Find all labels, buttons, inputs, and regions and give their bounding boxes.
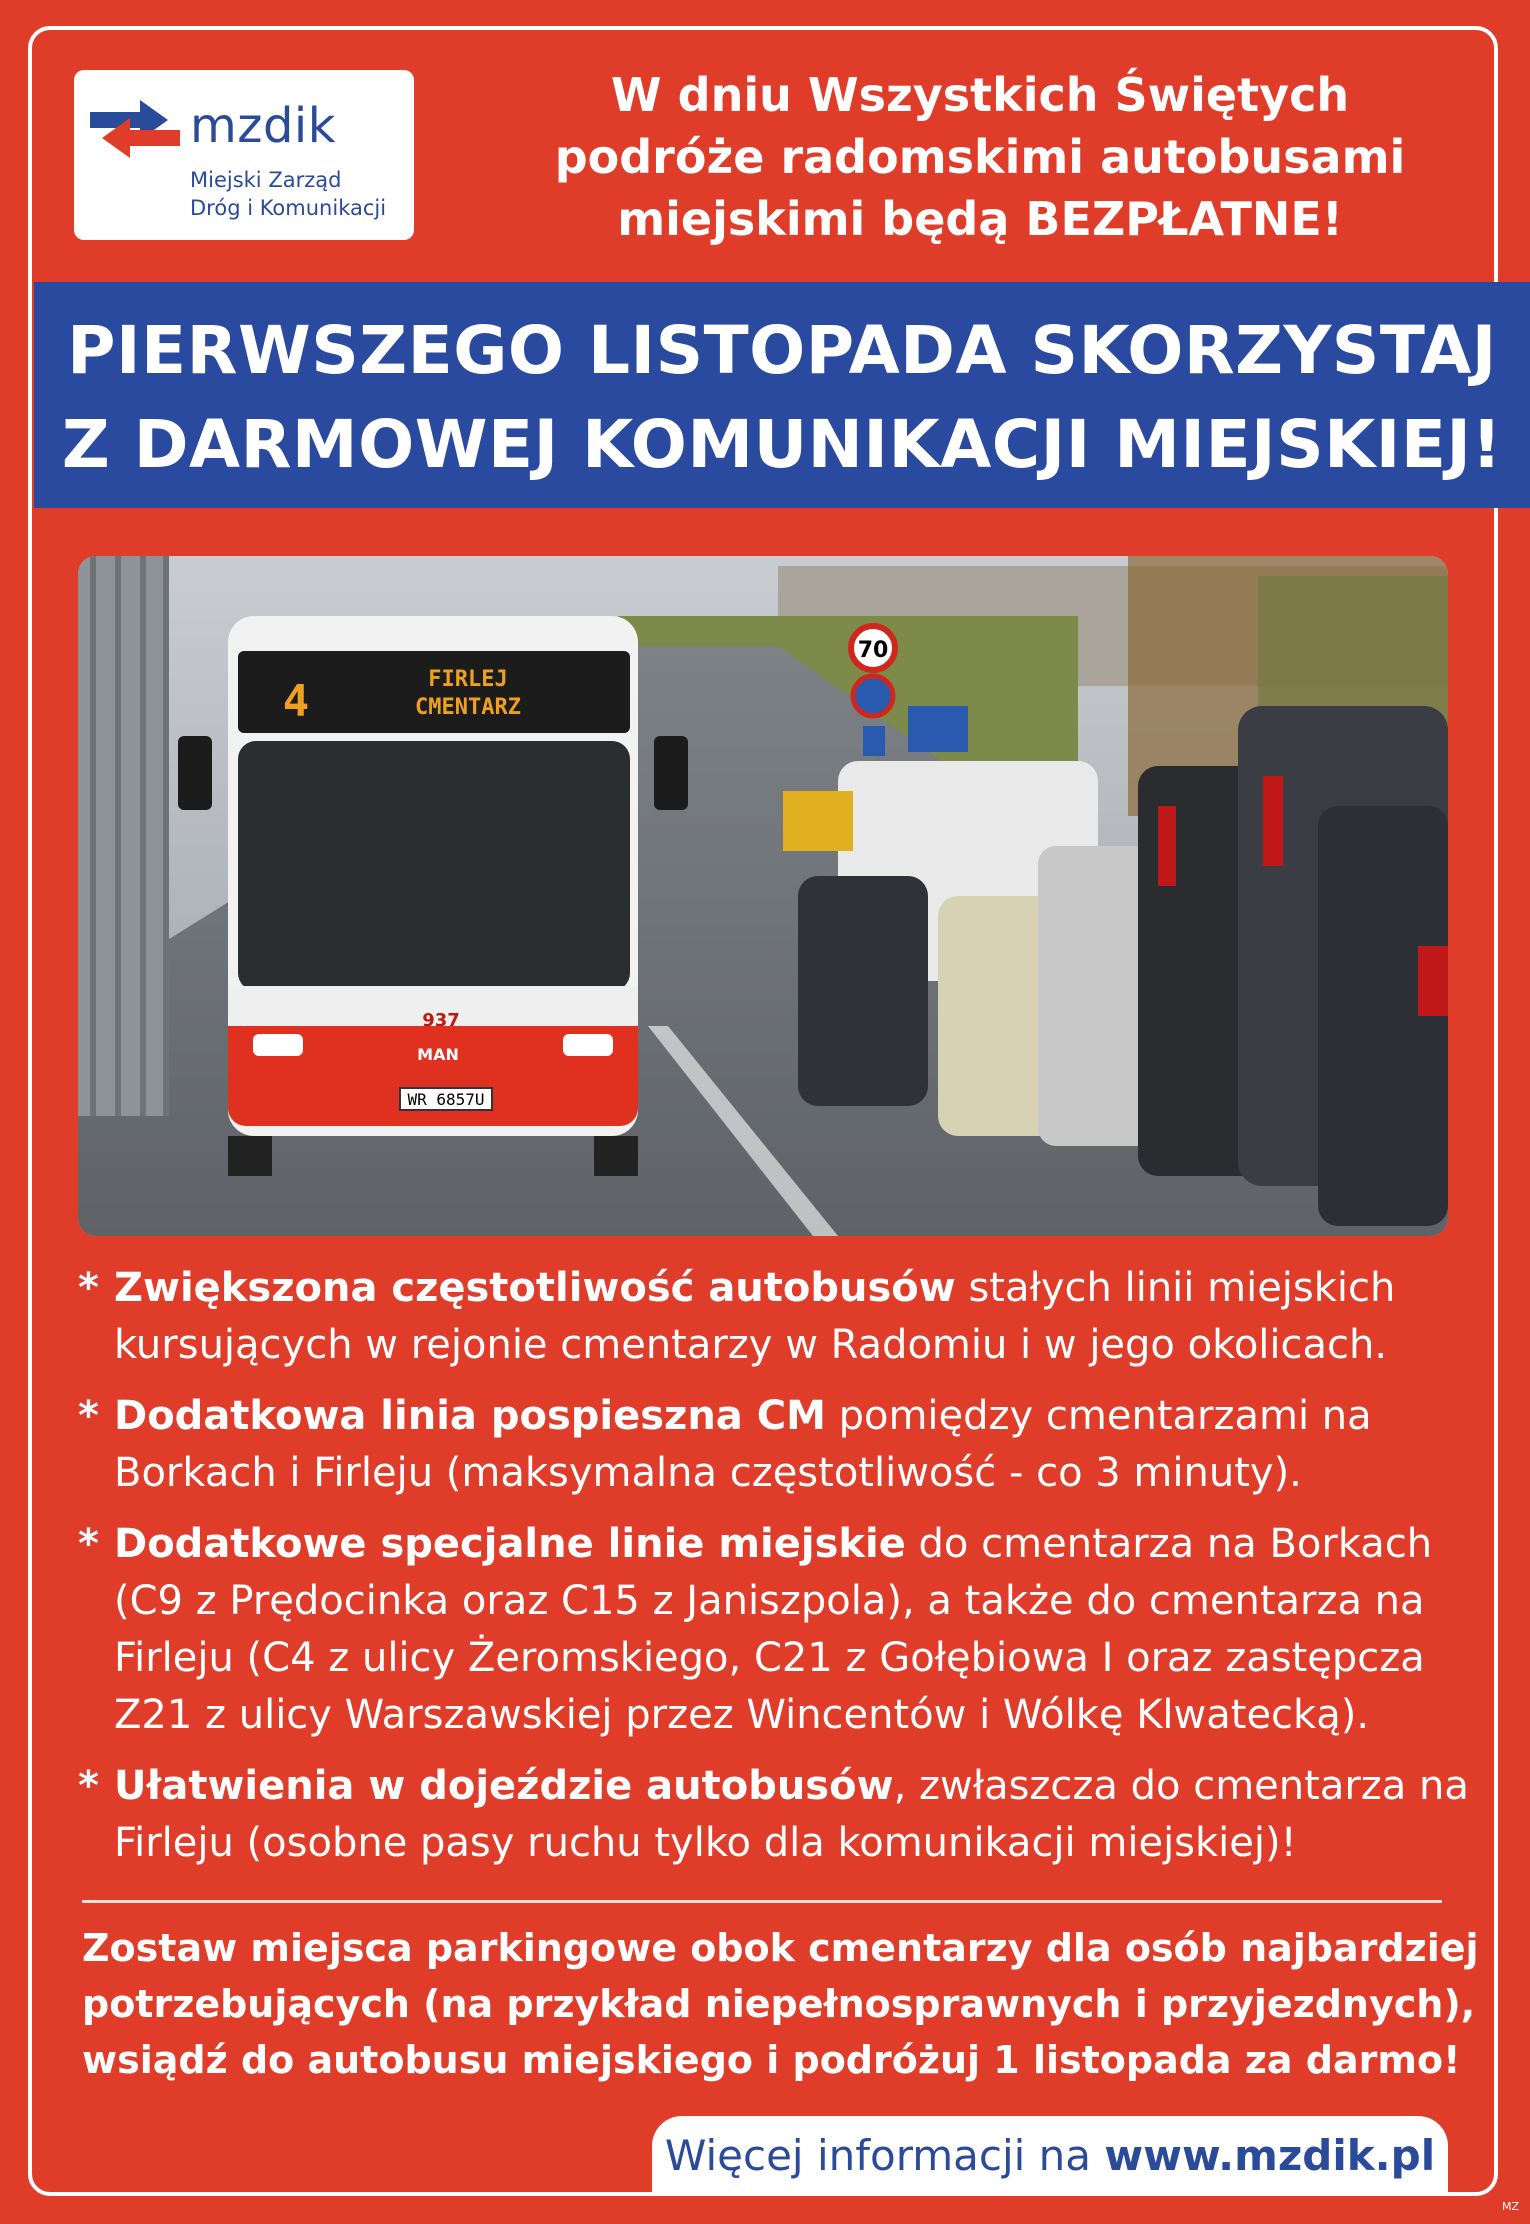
bullet-star: *	[78, 1393, 99, 1439]
bus-destination-2: CMENTARZ	[415, 695, 521, 720]
mzdik-logo	[74, 70, 414, 240]
logo-name: mzdik	[190, 98, 337, 154]
bus	[178, 616, 688, 1176]
bullet-star: *	[78, 1763, 99, 1809]
banner	[34, 282, 1530, 508]
headline-line2: podróże radomskimi autobusami	[554, 130, 1406, 184]
headline-top	[490, 64, 1470, 250]
bullet-star: *	[78, 1265, 99, 1311]
bus-destination-1: FIRLEJ	[428, 667, 508, 692]
bus-fleet-number: 937	[422, 1010, 460, 1031]
bus-plate: WR 6857U	[407, 1090, 485, 1109]
banner-line2: Z DARMOWEJ KOMUNIKACJI MIEJSKIEJ!	[61, 406, 1503, 483]
headline-line1: W dniu Wszystkich Świętych	[610, 68, 1350, 122]
logo-subtitle: Miejski Zarząd Dróg i Komunikacji	[190, 168, 387, 220]
photo-credit: MZ	[1502, 2200, 1520, 2213]
bullet-item: * Ułatwienia w dojeździe autobusów, zwłaszcza do cmentarza na Firleju (osobne pasy ruchu tylko dla komunikacji miejskiej)!	[78, 1758, 1478, 1872]
mzdik-arrows-icon	[90, 90, 180, 170]
bus-traffic-illustration	[78, 556, 1448, 1236]
more-info-prefix: Więcej informacji na	[664, 2131, 1105, 2180]
banner-line1: PIERWSZEGO LISTOPADA SKORZYSTAJ	[67, 312, 1497, 389]
bullet-item: * Dodatkowe specjalne linie miejskie do cmentarza na Borkach (C9 z Prędocinka oraz C15 z Janiszpola), a także do cmentarza na Firleju (C4 z ulicy Żeromskiego, C21 z Gołębiowa I oraz zastępcza Z21 z ulicy Warszawskiej przez Wincentów i Wólkę Klwatecką).	[78, 1516, 1478, 1744]
bus-make: MAN	[417, 1045, 459, 1064]
bus-photo	[78, 556, 1448, 1236]
website-link[interactable]: www.mzdik.pl	[1104, 2131, 1436, 2180]
more-info	[652, 2116, 1448, 2196]
bullet-item: * Zwiększona częstotliwość autobusów stałych linii miejskich kursujących w rejonie cmentarzy w Radomiu i w jego okolicach.	[78, 1260, 1478, 1374]
closing-message: Zostaw miejsca parkingowe obok cmentarzy dla osób najbardziej potrzebujących (na przykład niepełnosprawnych i przyjezdnych), wsiądź do autobusu miejskiego i podróżuj 1 listopada za darmo!	[82, 1926, 1479, 2082]
bullet-item: * Dodatkowa linia pospieszna CM pomiędzy cmentarzami na Borkach i Firleju (maksymalna częstotliwość - co 3 minuty).	[78, 1388, 1478, 1502]
bullet-star: *	[78, 1521, 99, 1567]
speed-sign: 70	[857, 638, 889, 663]
headline-line3: miejskimi będą BEZPŁATNE!	[617, 192, 1343, 246]
bullet-list	[78, 1260, 1478, 1886]
divider	[82, 1900, 1442, 1903]
bus-line-number: 4	[282, 676, 310, 727]
